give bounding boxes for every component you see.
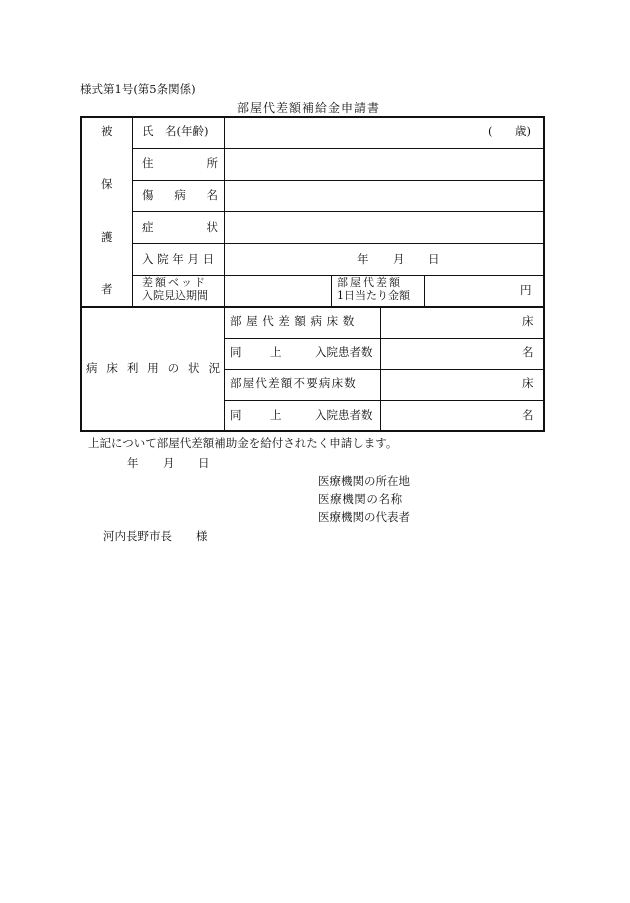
side-label-3: 護 xyxy=(101,230,113,244)
daily-amount-label-2: 1日当たり金額 xyxy=(337,289,410,302)
diff-bed-count-field[interactable] xyxy=(381,309,516,337)
bed-usage-label xyxy=(86,363,220,375)
no-diff-bed-count-field[interactable] xyxy=(381,370,516,399)
daily-amount-label-1: 部屋代差額 xyxy=(337,276,402,289)
name-age-label: 氏 名(年齢) xyxy=(142,124,209,138)
table-border-bottom xyxy=(80,430,545,432)
side-label-4: 者 xyxy=(101,282,113,296)
bed-usage-char-7: 況 xyxy=(208,361,220,375)
bed-period-label-1: 差額ベッド xyxy=(142,276,207,289)
admission-date-label: 入 院 年 月 日 xyxy=(142,252,215,266)
col-divider-3 xyxy=(331,275,332,307)
same-label-2: 上 xyxy=(270,345,282,359)
application-date-year: 年 xyxy=(127,456,139,470)
admission-month-label: 月 xyxy=(393,252,405,266)
address-label xyxy=(142,158,218,170)
application-table xyxy=(80,116,545,432)
addressee: 河内長野市長 xyxy=(103,529,172,543)
bed-usage-char-4: 用 xyxy=(147,361,159,375)
inpatient-count-label-2: 入院患者数 xyxy=(315,408,373,422)
yen-unit: 円 xyxy=(520,283,532,297)
illness-field[interactable] xyxy=(225,181,543,210)
same-label-1: 同 xyxy=(230,345,242,359)
side-label-1: 被 xyxy=(101,124,113,138)
section-divider xyxy=(80,306,545,308)
institution-name-label: 医療機関の名称 xyxy=(318,492,403,506)
bed-period-label-2: 入院見込期間 xyxy=(142,289,208,302)
bed-usage-char-6: 状 xyxy=(188,361,200,375)
symptom-label-1: 症 xyxy=(142,220,154,234)
diff-bed-count-unit: 床 xyxy=(522,314,534,328)
inpatient-count-label-1: 入院患者数 xyxy=(315,345,373,359)
side-label-2: 保 xyxy=(101,177,113,191)
table-border-left xyxy=(80,116,82,432)
illness-label-3: 名 xyxy=(206,188,218,202)
bed-usage-char-5: の xyxy=(167,361,180,375)
same-label-3: 同 xyxy=(230,408,242,422)
diff-bed-count-label: 部屋代差額病床数 xyxy=(230,314,359,328)
bed-period-field[interactable] xyxy=(225,276,330,306)
symptom-label xyxy=(142,222,218,234)
illness-label-1: 傷 xyxy=(142,188,154,202)
illness-label-2: 病 xyxy=(174,188,186,202)
bed-usage-char-3: 利 xyxy=(126,361,139,375)
application-date-day: 日 xyxy=(198,456,210,470)
same-label-4: 上 xyxy=(270,408,282,422)
name-age-field[interactable] xyxy=(225,117,480,147)
form-number: 様式第1号(第5条関係) xyxy=(80,82,196,96)
admission-day-label: 日 xyxy=(428,252,440,266)
honorific: 様 xyxy=(196,529,208,543)
age-open-paren: ( xyxy=(488,124,493,138)
application-date-month: 月 xyxy=(163,456,175,470)
daily-amount-field[interactable] xyxy=(425,276,515,306)
inpatient-count-field-2[interactable] xyxy=(381,401,516,430)
inpatient-count-unit-1: 名 xyxy=(522,345,534,359)
bed-usage-char-1: 病 xyxy=(86,361,98,375)
no-diff-bed-count-label: 部屋代差額不要病床数 xyxy=(230,376,357,390)
institution-address-label: 医療機関の所在地 xyxy=(318,474,410,488)
address-label-2: 所 xyxy=(206,156,218,170)
no-diff-bed-count-unit: 床 xyxy=(522,376,534,390)
inpatient-count-field-1[interactable] xyxy=(381,339,516,368)
illness-label xyxy=(142,190,218,202)
institution-rep-label: 医療機関の代表者 xyxy=(318,510,410,524)
admission-year-label: 年 xyxy=(357,252,369,266)
address-label-1: 住 xyxy=(142,156,154,170)
table-border-right xyxy=(543,116,545,432)
bed-usage-char-2: 床 xyxy=(106,361,118,375)
document-title: 部屋代差額補給金申請書 xyxy=(237,101,381,115)
age-unit: 歳) xyxy=(515,124,531,138)
symptom-label-2: 状 xyxy=(206,220,218,234)
daily-amount-label xyxy=(337,276,410,302)
inpatient-count-unit-2: 名 xyxy=(522,408,534,422)
admission-date-field[interactable] xyxy=(225,244,543,274)
symptom-field[interactable] xyxy=(225,212,543,242)
bed-period-label xyxy=(142,276,208,302)
address-field[interactable] xyxy=(225,149,543,179)
application-statement: 上記について部屋代差額補助金を給付されたく申請します。 xyxy=(88,436,398,450)
